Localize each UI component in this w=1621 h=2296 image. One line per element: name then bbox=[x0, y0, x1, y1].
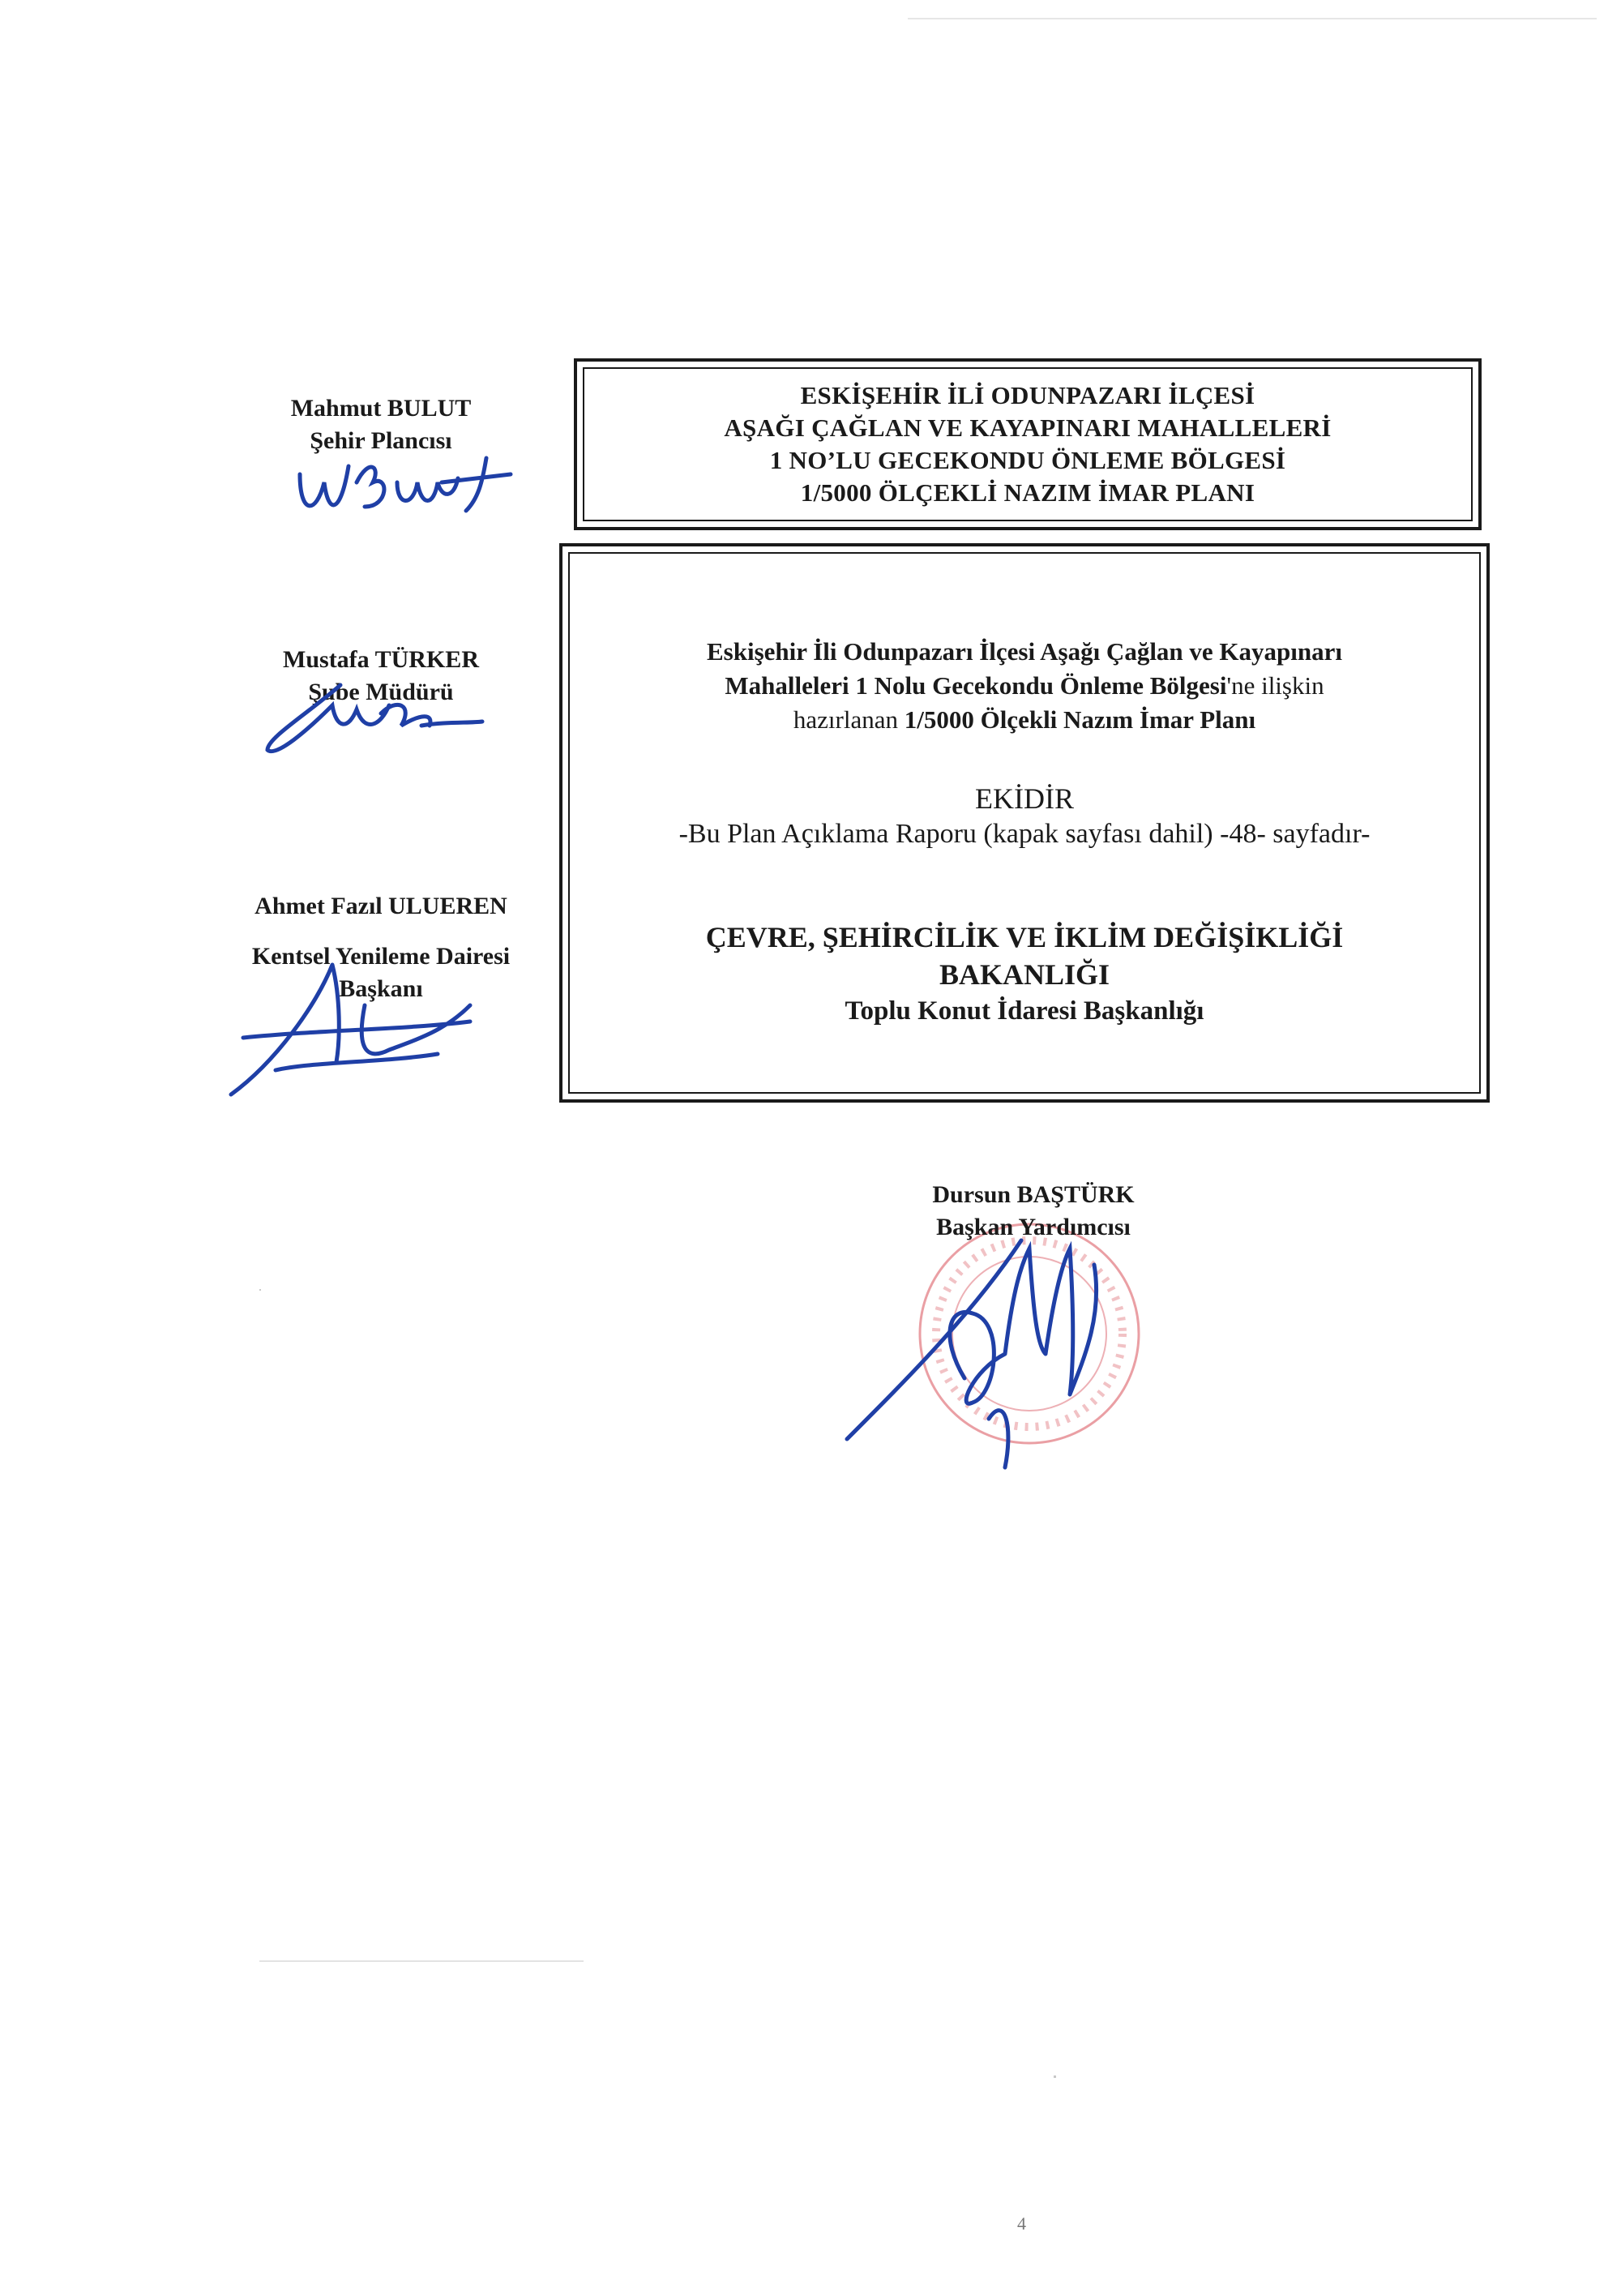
ministry-name bbox=[570, 919, 1479, 993]
desc-line-2-bold: Mahalleleri 1 Nolu Gecekondu Önleme Bölgesi bbox=[725, 671, 1227, 700]
signatory-title-line-1: Kentsel Yenileme Dairesi bbox=[251, 943, 511, 970]
scan-edge-line bbox=[908, 18, 1597, 19]
plan-title-line-2: AŞAĞI ÇAĞLAN VE KAYAPINARI MAHALLELERİ bbox=[724, 413, 1332, 442]
plan-description-box bbox=[559, 543, 1490, 1103]
signatory-name: Mustafa TÜRKER bbox=[283, 646, 479, 673]
signature-4-mark bbox=[843, 1216, 1118, 1492]
page-number: 4 bbox=[1017, 2213, 1026, 2234]
desc-line-3-normal: hazırlanan bbox=[793, 705, 905, 734]
page-count-note: -Bu Plan Açıklama Raporu (kapak sayfası dahil) -48- sayfadır- bbox=[678, 819, 1371, 849]
ministry-line-1: ÇEVRE, ŞEHİRCİLİK VE İKLİM DEĞİŞİKLİĞİ bbox=[705, 921, 1344, 953]
signatory-1 bbox=[259, 392, 503, 457]
signatory-title: Şube Müdürü bbox=[308, 679, 454, 705]
signatory-name: Dursun BAŞTÜRK bbox=[932, 1181, 1135, 1208]
agency-name: Toplu Konut İdaresi Başkanlığı bbox=[845, 996, 1204, 1026]
signature-2-mark bbox=[259, 681, 503, 762]
plan-title-box bbox=[574, 358, 1482, 530]
desc-line-3-bold: 1/5000 Ölçekli Nazım İmar Planı bbox=[904, 705, 1256, 734]
desc-line-2-normal: 'ne ilişkin bbox=[1226, 671, 1324, 700]
signatory-title-line-2: Başkanı bbox=[339, 975, 423, 1002]
signatory-title: Başkan Yardımcısı bbox=[936, 1214, 1131, 1240]
ministry-line-2: BAKANLIĞI bbox=[939, 958, 1110, 991]
plan-title-line-4: 1/5000 ÖLÇEKLİ NAZIM İMAR PLANI bbox=[800, 478, 1255, 507]
plan-title-line-1: ESKİŞEHİR İLİ ODUNPAZARI İLÇESİ bbox=[800, 381, 1255, 409]
plan-description bbox=[570, 635, 1479, 737]
signature-3-mark bbox=[227, 957, 486, 1103]
scan-artifact bbox=[259, 1960, 584, 1962]
scan-artifact bbox=[259, 1289, 261, 1291]
desc-line-1: Eskişehir İli Odunpazarı İlçesi Aşağı Çağlan ve Kayapınarı bbox=[706, 637, 1343, 666]
signatory-title: Şehir Plancısı bbox=[310, 427, 452, 454]
scan-artifact bbox=[1054, 2075, 1056, 2078]
ekidir-label: EKİDİR bbox=[975, 782, 1074, 815]
signatory-name: Mahmut BULUT bbox=[290, 395, 472, 422]
signatory-name: Ahmet Fazıl ULUEREN bbox=[254, 893, 507, 919]
plan-title-line-3: 1 NO’LU GECEKONDU ÖNLEME BÖLGESİ bbox=[769, 446, 1286, 474]
signature-1-mark bbox=[292, 450, 535, 531]
